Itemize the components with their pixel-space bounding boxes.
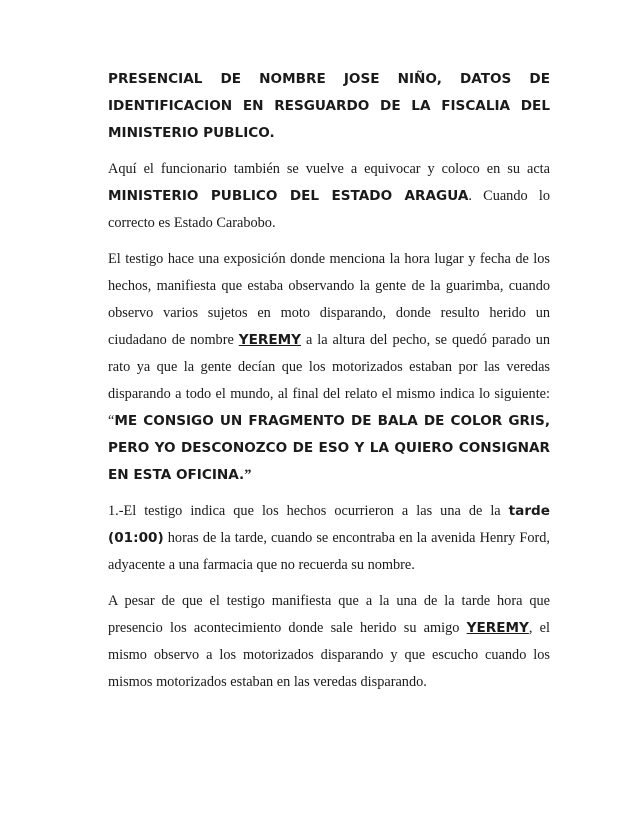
- para2-quote-close: ”: [244, 467, 252, 483]
- para4-text-end: , el mismo observo a los motorizados disparando y que escucho cuando los mismos motorizados estaban en las veredas disparando.: [108, 620, 550, 690]
- document-heading: [108, 66, 550, 147]
- heading-text: PRESENCIAL DE NOMBRE JOSE NIÑO, DATOS DE IDENTIFICACION EN RESGUARDO DE LA FISCALIA DEL MINISTERIO PUBLICO.: [108, 71, 550, 141]
- paragraph-ministerio: [108, 156, 550, 237]
- paragraph-point-1: [108, 498, 550, 579]
- para1-text-end: . Cuando lo correcto es Estado Carabobo.: [108, 188, 550, 231]
- para2-name-yeremy: YEREMY: [238, 332, 302, 348]
- para3-bold-time: tarde (01:00): [108, 503, 550, 546]
- document-page: [108, 66, 550, 705]
- para4-name-yeremy: YEREMY: [466, 620, 529, 636]
- paragraph-contradiction: [108, 588, 550, 696]
- para1-bold-ministerio: MINISTERIO PUBLICO DEL ESTADO ARAGUA: [108, 188, 469, 204]
- para1-text-start: Aquí el funcionario también se vuelve a equivocar y coloco en su acta: [108, 161, 550, 177]
- para2-quote: ME CONSIGO UN FRAGMENTO DE BALA DE COLOR GRIS, PERO YO DESCONOZCO DE ESO Y LA QUIERO CONSIGNAR EN ESTA OFICINA.: [108, 413, 550, 483]
- para3-text-end: horas de la tarde, cuando se encontraba en la avenida Henry Ford, adyacente a una farmacia que no recuerda su nombre.: [108, 530, 550, 573]
- para3-text-start: 1.-El testigo indica que los hechos ocurrieron a las una de la: [108, 503, 509, 519]
- paragraph-testimony: [108, 246, 550, 489]
- para2-text-middle: a la altura del pecho, se quedó parado un rato ya que la gente decían que los motorizados estaban por las veredas disparando a todo el mundo, al final del relato el mismo indica lo siguiente: “: [108, 332, 550, 429]
- para4-text-start: A pesar de que el testigo manifiesta que a la una de la tarde hora que presencio los acontecimiento donde sale herido su amigo: [108, 593, 550, 636]
- para2-text-start: El testigo hace una exposición donde menciona la hora lugar y fecha de los hechos, manifiesta que estaba observando la gente de la guarimba, cuando observo varios sujetos en moto disparando, donde resulto herido un ciudadano de nombre: [108, 251, 550, 348]
